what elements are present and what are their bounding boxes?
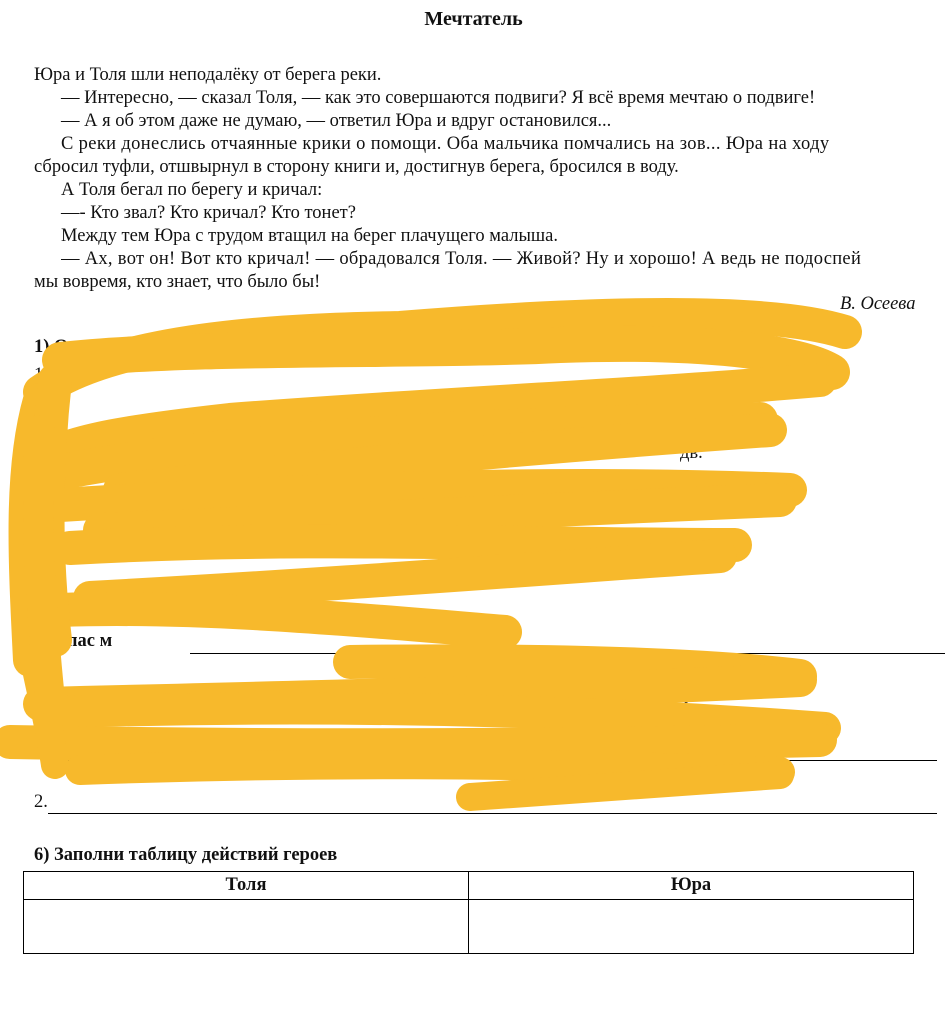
scribble-stroke — [70, 541, 735, 548]
story-line-2: — Интересно, — сказал Толя, — как это совершаются подвиги? Я всё время мечтаю о подвиге! — [61, 88, 816, 108]
right-fragment-1: дрко — [680, 418, 716, 438]
question-1-fragment: твах человека — [170, 337, 288, 357]
table-header-tolya: Толя — [24, 872, 469, 900]
story-author: В. Осеева — [840, 294, 916, 314]
scribble-stroke — [45, 420, 760, 475]
table-header-yura: Юра — [469, 872, 914, 900]
story-line-8: Между тем Юра с трудом втащил на берег плачущего малыша. — [61, 226, 558, 246]
answer-option-fragment: 1) т — [34, 365, 63, 385]
scribble-stroke — [100, 500, 780, 530]
answer-label-1: 1. — [34, 735, 48, 755]
question-1: 1) О — [34, 337, 69, 357]
scribble-stroke — [60, 709, 825, 728]
story-line-5: сбросил туфли, отшвырнул в сторону книги и, достигнув берега, бросился в воду. — [34, 157, 679, 177]
scribble-stroke — [38, 430, 50, 700]
question-6: 6) Заполни таблицу действий героев — [34, 845, 338, 865]
question-1-fragment-2: е рк — [440, 337, 474, 357]
story-line-1: Юра и Толя шли неподалёку от берега реки. — [34, 65, 382, 85]
scribble-stroke — [80, 764, 780, 772]
right-fragment-2: дв. — [680, 443, 703, 463]
question-5-tail: льзуй слова — [657, 684, 756, 704]
scribble-stroke — [60, 609, 505, 632]
scribble-stroke — [90, 556, 720, 598]
answer-line-1[interactable] — [50, 760, 937, 761]
heroes-table — [23, 871, 914, 954]
table-row — [24, 900, 914, 954]
story-line-9: — Ах, вот он! Вот кто кричал! — обрадовался Толя. — Живой? Ну и хорошо! А ведь не подоспей — [61, 249, 862, 269]
story-line-7: —- Кто звал? Кто кричал? Кто тонет? — [61, 203, 356, 223]
table-cell-tolya[interactable] — [24, 900, 469, 954]
answer-line-2[interactable] — [48, 813, 937, 814]
page-title: Мечтатель — [424, 8, 523, 30]
question-5: 5) — [34, 684, 50, 704]
scribble-stroke — [10, 740, 820, 745]
scribble-stroke — [26, 400, 40, 660]
story-line-10: мы вовремя, кто знает, что было бы! — [34, 272, 321, 292]
answer-line-q4 — [190, 653, 945, 654]
story-line-6: А Толя бегал по берегу и кричал: — [61, 180, 323, 200]
answer-label-2: 2. — [34, 792, 48, 812]
question-4: ) о спас м — [34, 631, 113, 651]
question-2: 2) О чем мечтал Толя? — [592, 337, 782, 357]
scribble-stroke — [48, 380, 56, 640]
scribble-stroke — [120, 430, 770, 490]
table-cell-yura[interactable] — [469, 900, 914, 954]
story-line-4: С реки донеслись отчаянные крики о помощи. Оба мальчика помчались на зов... Юра на ходу — [61, 134, 830, 154]
scribble-stroke — [470, 775, 780, 797]
story-line-3: — А я об этом даже не думаю, — ответил Юра и вдруг остановился... — [61, 111, 612, 131]
scribble-stroke — [60, 486, 790, 505]
scribble-stroke — [350, 661, 800, 676]
